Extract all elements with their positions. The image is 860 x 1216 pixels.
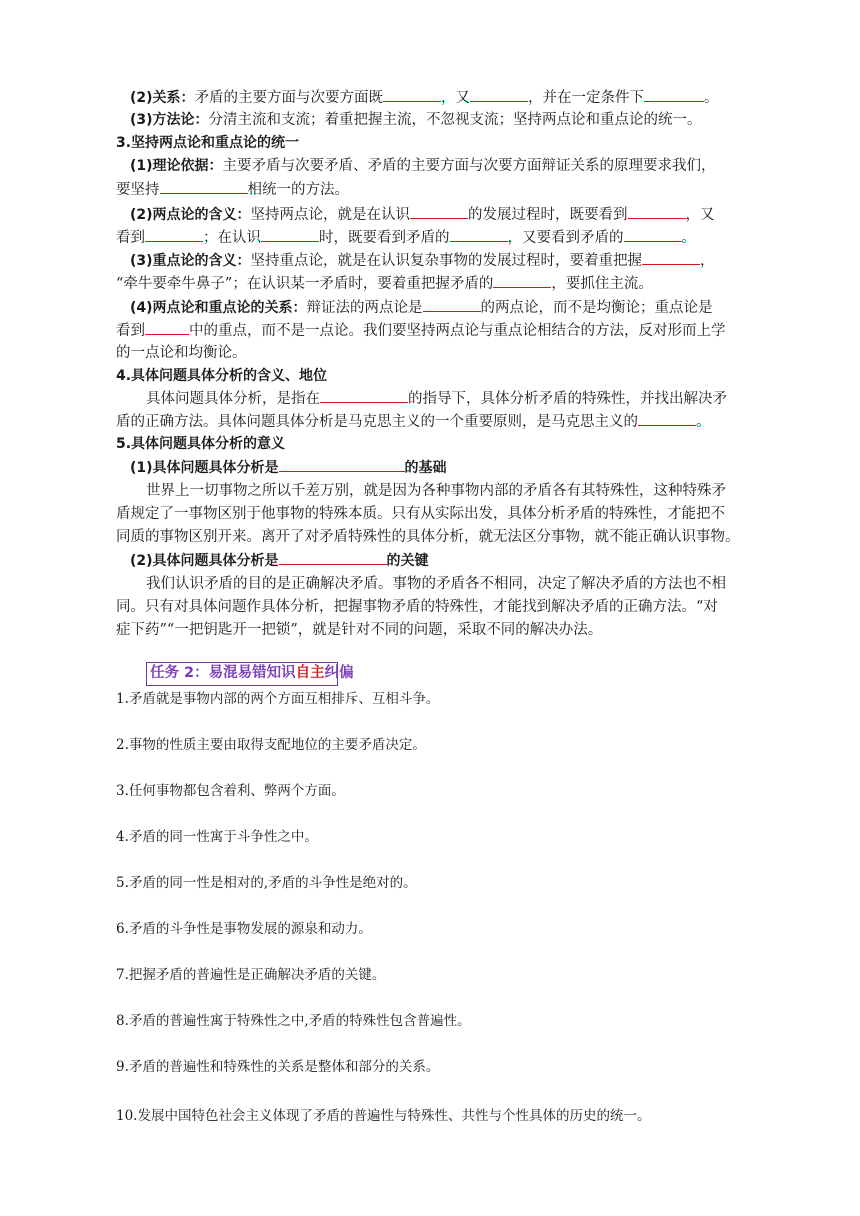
text: 症下药”“一把钥匙开一把锁”，就是针对不同的问题，采取不同的解决办法。 [116, 622, 603, 638]
fill-blank[interactable] [470, 86, 528, 102]
text: 盾的正确方法。具体问题具体分析是马克思主义的一个重要原则，是马克思主义的 [116, 414, 638, 430]
text: 看到 [116, 230, 145, 246]
two-point-line [130, 203, 770, 226]
fill-blank[interactable] [642, 249, 700, 265]
fill-blank[interactable] [160, 178, 248, 194]
text: 坚持重点论，就是在认识复杂事物的发展过程时，要着重把握 [250, 253, 643, 269]
fill-blank[interactable] [423, 296, 481, 312]
text: 的发展过程时，既要看到 [468, 207, 628, 223]
list-item: 4.矛盾的同一性寓于斗争性之中。 [116, 829, 318, 845]
text: 同。只有对具体问题作具体分析，把握事物矛盾的特殊性，才能找到解决矛盾的正确方法。“对 [116, 599, 718, 615]
text: 盾规定了一事物区别于他事物的特殊本质。只有从实际出发，具体分析矛盾的特殊性，才能把不 [116, 506, 725, 522]
list-item: 8.矛盾的普遍性寓于特殊性之中,矛盾的特殊性包含普遍性。 [116, 1013, 471, 1029]
fill-blank[interactable] [624, 226, 682, 242]
key-point-line [130, 249, 770, 272]
fill-blank[interactable] [450, 226, 508, 242]
theory-basis-line2 [116, 178, 756, 201]
list-item: 7.把握矛盾的普遍性是正确解决矛盾的关键。 [116, 967, 386, 983]
list-item: 10.发展中国特色社会主义体现了矛盾的普遍性与特殊性、共性与个性具体的历史的统一。 [116, 1108, 651, 1124]
text: 具体问题具体分析，是指在 [146, 391, 320, 407]
list-item: 6.矛盾的斗争性是事物发展的源泉和动力。 [116, 921, 372, 937]
task2-title [146, 662, 354, 686]
list-item: 3.任何事物都包含着利、弊两个方面。 [116, 783, 345, 799]
task2-highlight: 自主 [295, 665, 325, 681]
list-item: 9.矛盾的普遍性和特殊性的关系是整体和部分的关系。 [116, 1059, 440, 1075]
heading-text: 3.坚持两点论和重点论的统一 [116, 135, 300, 151]
section-heading [116, 433, 756, 455]
text: 。 [704, 90, 719, 106]
text: 。 [696, 414, 711, 430]
significance-2-label: (2)具体问题具体分析是 [130, 553, 279, 569]
text: ，要抓住主流。 [551, 276, 653, 292]
text: ；在认识 [203, 230, 261, 246]
significance-1-line [130, 456, 770, 479]
text: 辩证法的两点论是 [306, 300, 423, 316]
text: ， [700, 253, 715, 269]
significance-2-line [130, 549, 770, 572]
text: 的指导下，具体分析矛盾的特殊性，并找出解决矛 [408, 391, 727, 407]
text: “牵牛要牵牛鼻子”；在认识某一矛盾时，要着重把握矛盾的 [116, 276, 494, 292]
paragraph-line [116, 503, 756, 525]
two-point-label: (2)两点论的含义： [130, 207, 251, 223]
two-point-line2 [116, 226, 756, 249]
text: 相统一的方法。 [247, 182, 349, 198]
relation-two-key-line2 [116, 319, 756, 342]
text: 。 [681, 230, 696, 246]
fill-blank[interactable] [493, 272, 551, 288]
fill-blank[interactable] [383, 86, 441, 102]
list-item: 1.矛盾就是事物内部的两个方面互相排斥、互相斗争。 [116, 691, 440, 707]
theory-label: (1)理论依据： [130, 158, 223, 174]
fill-blank[interactable] [638, 410, 696, 426]
methodology-line [130, 109, 770, 131]
key-point-label: (3)重点论的含义： [130, 253, 251, 269]
relation-two-key-line [130, 296, 770, 319]
theory-basis-line [130, 155, 770, 177]
heading-text: 5.具体问题具体分析的意义 [116, 436, 286, 452]
fill-blank[interactable] [644, 86, 704, 102]
text: ，又 [441, 90, 471, 106]
text: 中的重点，而不是一点论。我们要坚持两点论与重点论相结合的方法，反对形而上学 [189, 323, 726, 339]
relation-two-key-line3 [116, 342, 756, 364]
section-heading [116, 132, 756, 154]
text: 的一点论和均衡论。 [116, 345, 247, 361]
text: ，又 [685, 207, 715, 223]
text: 看到 [116, 323, 145, 339]
text: 分清主流和支流；着重把握主流，不忽视支流；坚持两点论和重点论的统一。 [208, 112, 702, 128]
text: ，又要看到矛盾的 [507, 230, 624, 246]
fill-blank[interactable] [279, 456, 405, 472]
text: 主要矛盾与次要矛盾、矛盾的主要方面与次要方面辩证关系的原理要求我们， [222, 158, 716, 174]
section-heading [116, 365, 756, 387]
significance-1-label: (1)具体问题具体分析是 [130, 460, 279, 476]
text: 我们认识矛盾的目的是正确解决矛盾。事物的矛盾各不相同，决定了解决矛盾的方法也不相 [146, 576, 726, 592]
paragraph-line [116, 596, 756, 618]
section4-line1 [146, 387, 786, 410]
fill-blank[interactable] [145, 226, 203, 242]
paragraph-line [116, 619, 756, 641]
list-item: 2.事物的性质主要由取得支配地位的主要矛盾决定。 [116, 737, 426, 753]
paragraph-line [116, 526, 756, 548]
text: 的关键 [386, 553, 429, 569]
section4-line2 [116, 410, 756, 433]
relation-line [130, 86, 770, 109]
fill-blank[interactable] [145, 319, 189, 335]
text: 坚持两点论，就是在认识 [250, 207, 411, 223]
text: 同质的事物区别开来。离开了对矛盾特殊性的具体分析，就无法区分事物，就不能正确认识事物。 [116, 529, 740, 545]
text: 世界上一切事物之所以千差万别，就是因为各种事物内部的矛盾各有其特殊性，这种特殊矛 [146, 483, 726, 499]
relation-label: (2)关系： [130, 90, 195, 106]
text: 时，既要看到矛盾的 [319, 230, 450, 246]
text: 矛盾的主要方面与次要方面既 [194, 90, 384, 106]
text: 的两点论，而不是均衡论；重点论是 [480, 300, 713, 316]
fill-blank[interactable] [410, 203, 468, 219]
task2-prefix: 任务 2：易混易错知识 [150, 665, 296, 681]
fill-blank[interactable] [279, 549, 387, 565]
relation-two-key-label: (4)两点论和重点论的关系： [130, 300, 307, 316]
text: 要坚持 [116, 182, 160, 198]
list-item: 5.矛盾的同一性是相对的,矛盾的斗争性是绝对的。 [116, 875, 417, 891]
paragraph-line [146, 573, 786, 595]
task2-suffix: 纠偏 [324, 665, 354, 681]
text: ，并在一定条件下 [528, 90, 645, 106]
text: 的基础 [404, 460, 447, 476]
paragraph-line [146, 480, 786, 502]
methodology-label: (3)方法论： [130, 112, 209, 128]
heading-text: 4.具体问题具体分析的含义、地位 [116, 368, 328, 384]
fill-blank[interactable] [320, 387, 408, 403]
key-point-line2 [116, 272, 756, 295]
fill-blank[interactable] [628, 203, 686, 219]
fill-blank[interactable] [261, 226, 319, 242]
